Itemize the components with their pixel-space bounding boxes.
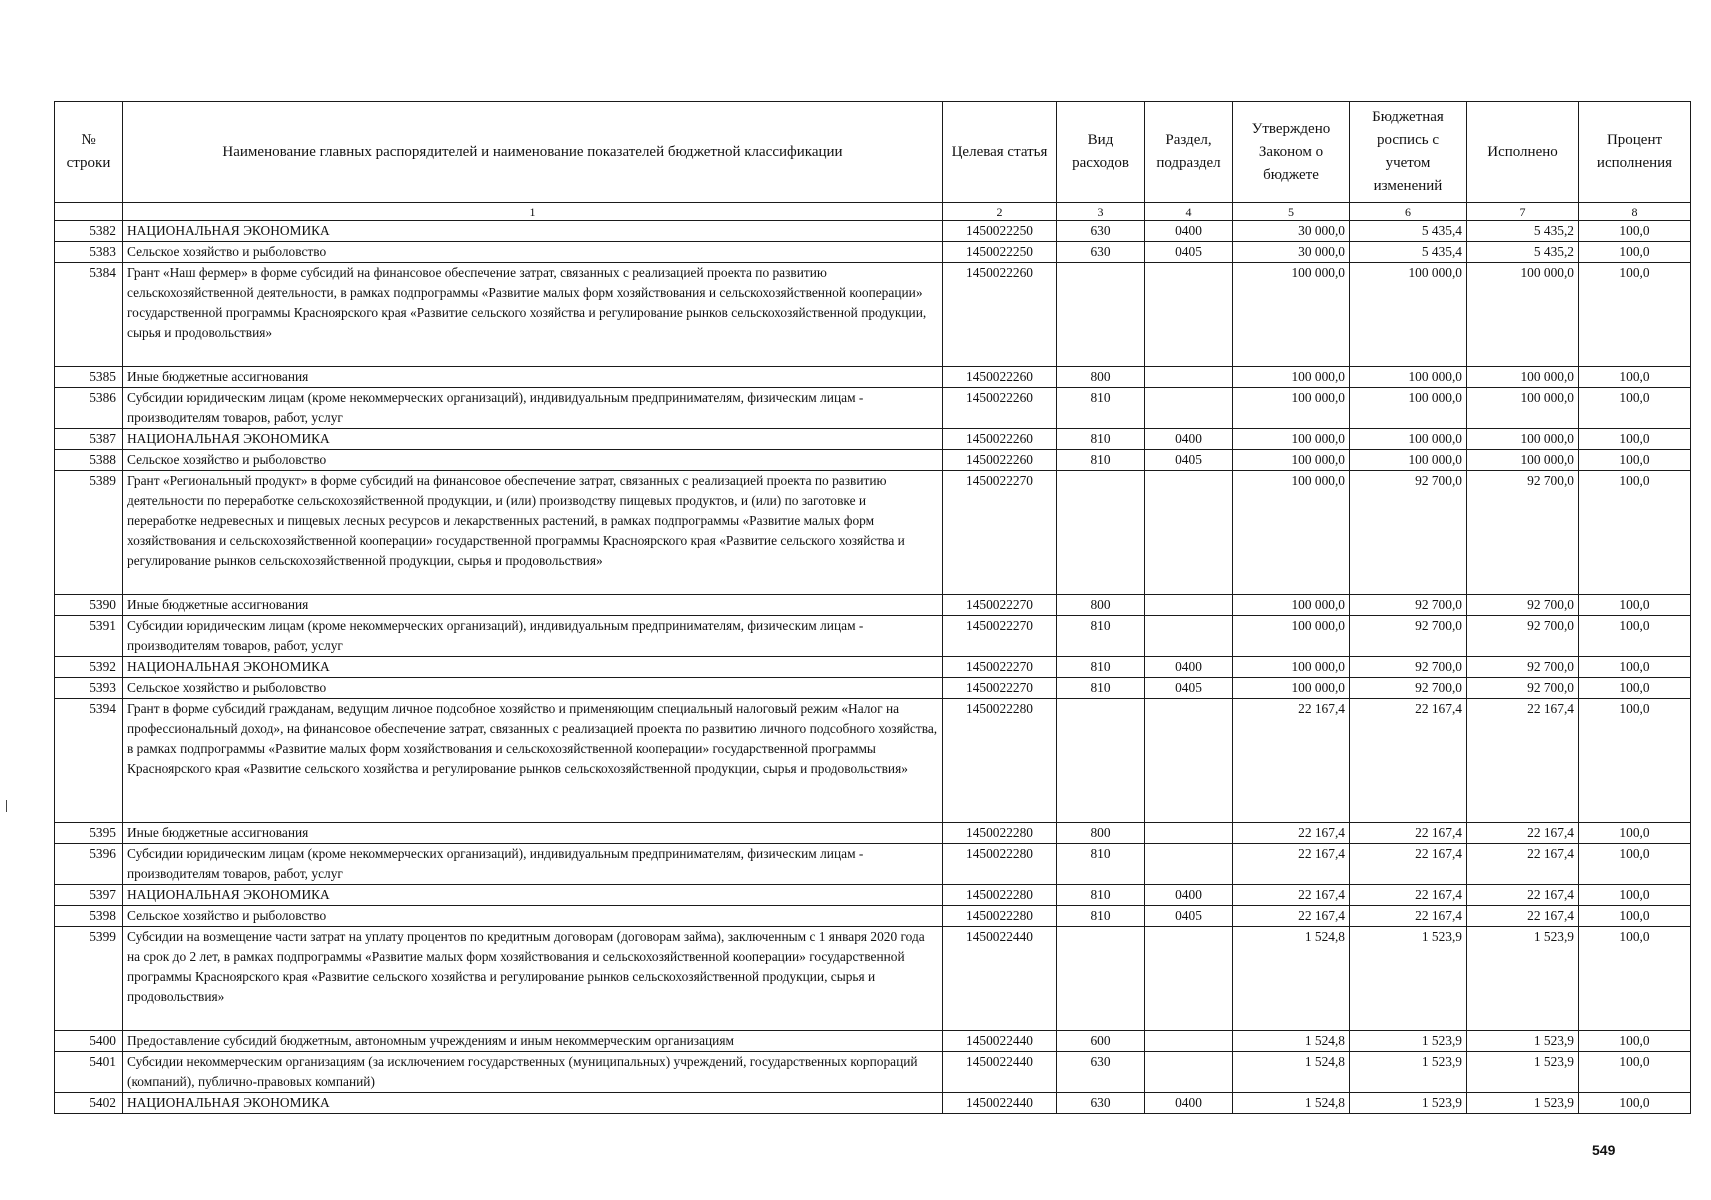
- section-cell: [1145, 367, 1233, 388]
- col-header-approved: Утверждено Законом о бюджете: [1233, 102, 1350, 203]
- percent-cell: 100,0: [1579, 678, 1691, 699]
- approved-amount-cell: 100 000,0: [1233, 388, 1350, 429]
- target-article-cell: 1450022260: [943, 450, 1057, 471]
- row-name-cell: Грант «Региональный продукт» в форме субсидий на финансовое обеспечение затрат, связанных с реализацией проекта по развитию деятельности по переработке сельскохозяйственной продукции, и (или) производству пищевых продуктов, и (или) по заготовке и переработке недревесных и пищевых лесных ресурсов и лекарственных растений, в рамках подпрограммы «Развитие малых форм хозяйствования и сельскохозяйственной кооперации» государственной программы Красноярского края «Развитие сельского хозяйства и регулирование рынков сельскохозяйственной продукции, сырья и продовольствия»: [123, 471, 943, 595]
- target-article-cell: 1450022440: [943, 1093, 1057, 1114]
- row-name-cell: Грант в форме субсидий гражданам, ведущим личное подсобное хозяйство и применяющим специальный налоговый режим «Налог на профессиональный доход», на финансовое обеспечение затрат, связанных с реализацией проекта по развитию личного подсобного хозяйства, в рамках подпрограммы «Развитие малых форм хозяйствования и сельскохозяйственной кооперации» государственной программы Красноярского края «Развитие сельского хозяйства и регулирование рынков сельскохозяйственной продукции, сырья и продовольствия»: [123, 699, 943, 823]
- row-name-cell: Сельское хозяйство и рыболовство: [123, 906, 943, 927]
- target-article-cell: 1450022280: [943, 844, 1057, 885]
- expense-type-cell: 810: [1057, 450, 1145, 471]
- expense-type-cell: 630: [1057, 242, 1145, 263]
- percent-cell: 100,0: [1579, 595, 1691, 616]
- percent-cell: 100,0: [1579, 242, 1691, 263]
- executed-amount-cell: 100 000,0: [1467, 450, 1579, 471]
- section-cell: [1145, 927, 1233, 1031]
- approved-amount-cell: 22 167,4: [1233, 885, 1350, 906]
- executed-amount-cell: 5 435,2: [1467, 242, 1579, 263]
- target-article-cell: 1450022270: [943, 616, 1057, 657]
- row-name-cell: НАЦИОНАЛЬНАЯ ЭКОНОМИКА: [123, 429, 943, 450]
- percent-cell: 100,0: [1579, 1052, 1691, 1093]
- executed-amount-cell: 22 167,4: [1467, 823, 1579, 844]
- target-article-cell: 1450022260: [943, 263, 1057, 367]
- budget-plan-cell: 100 000,0: [1350, 450, 1467, 471]
- target-article-cell: 1450022280: [943, 885, 1057, 906]
- section-cell: [1145, 616, 1233, 657]
- approved-amount-cell: 100 000,0: [1233, 367, 1350, 388]
- target-article-cell: 1450022260: [943, 388, 1057, 429]
- target-article-cell: 1450022440: [943, 927, 1057, 1031]
- table-row: [55, 242, 1691, 263]
- col-header-name: Наименование главных распорядителей и наименование показателей бюджетной классификации: [123, 102, 943, 203]
- expense-type-cell: 630: [1057, 1052, 1145, 1093]
- expense-type-cell: 810: [1057, 616, 1145, 657]
- executed-amount-cell: 100 000,0: [1467, 263, 1579, 367]
- budget-plan-cell: 1 523,9: [1350, 927, 1467, 1031]
- table-row: [55, 388, 1691, 429]
- row-name-cell: Иные бюджетные ассигнования: [123, 595, 943, 616]
- executed-amount-cell: 100 000,0: [1467, 367, 1579, 388]
- approved-amount-cell: 1 524,8: [1233, 1031, 1350, 1052]
- table-row: [55, 450, 1691, 471]
- row-name-cell: Грант «Наш фермер» в форме субсидий на финансовое обеспечение затрат, связанных с реализацией проекта по развитию сельскохозяйственной деятельности, в рамках подпрограммы «Развитие малых форм хозяйствования и сельскохозяйственной кооперации» государственной программы Красноярского края «Развитие сельского хозяйства и регулирование рынков сельскохозяйственной продукции, сырья и продовольствия»: [123, 263, 943, 367]
- row-name-cell: Субсидии некоммерческим организациям (за исключением государственных (муниципальных) учреждений, государственных корпораций (компаний), публично-правовых компаний): [123, 1052, 943, 1093]
- budget-plan-cell: 92 700,0: [1350, 678, 1467, 699]
- expense-type-cell: 810: [1057, 678, 1145, 699]
- approved-amount-cell: 30 000,0: [1233, 242, 1350, 263]
- approved-amount-cell: 100 000,0: [1233, 678, 1350, 699]
- executed-amount-cell: 22 167,4: [1467, 844, 1579, 885]
- section-cell: 0405: [1145, 242, 1233, 263]
- row-number-cell: 5400: [55, 1031, 123, 1052]
- row-number-cell: 5402: [55, 1093, 123, 1114]
- row-name-cell: НАЦИОНАЛЬНАЯ ЭКОНОМИКА: [123, 1093, 943, 1114]
- row-number-cell: 5382: [55, 221, 123, 242]
- budget-plan-cell: 22 167,4: [1350, 885, 1467, 906]
- section-cell: [1145, 699, 1233, 823]
- executed-amount-cell: 22 167,4: [1467, 906, 1579, 927]
- expense-type-cell: 810: [1057, 388, 1145, 429]
- approved-amount-cell: 100 000,0: [1233, 616, 1350, 657]
- section-cell: [1145, 471, 1233, 595]
- executed-amount-cell: 92 700,0: [1467, 471, 1579, 595]
- section-cell: [1145, 388, 1233, 429]
- percent-cell: 100,0: [1579, 616, 1691, 657]
- percent-cell: 100,0: [1579, 263, 1691, 367]
- row-number-cell: 5383: [55, 242, 123, 263]
- row-number-cell: 5393: [55, 678, 123, 699]
- row-name-cell: Субсидии юридическим лицам (кроме некоммерческих организаций), индивидуальным предпринимателям, физическим лицам - производителям товаров, работ, услуг: [123, 388, 943, 429]
- row-number-cell: 5391: [55, 616, 123, 657]
- executed-amount-cell: 92 700,0: [1467, 678, 1579, 699]
- budget-plan-cell: 100 000,0: [1350, 367, 1467, 388]
- executed-amount-cell: 22 167,4: [1467, 699, 1579, 823]
- percent-cell: 100,0: [1579, 699, 1691, 823]
- table-row: [55, 1093, 1691, 1114]
- section-cell: 0405: [1145, 906, 1233, 927]
- row-name-cell: НАЦИОНАЛЬНАЯ ЭКОНОМИКА: [123, 221, 943, 242]
- target-article-cell: 1450022270: [943, 657, 1057, 678]
- section-cell: [1145, 823, 1233, 844]
- expense-type-cell: 810: [1057, 429, 1145, 450]
- table-body: [55, 221, 1691, 1114]
- section-cell: 0400: [1145, 1093, 1233, 1114]
- budget-plan-cell: 22 167,4: [1350, 844, 1467, 885]
- percent-cell: 100,0: [1579, 388, 1691, 429]
- section-cell: 0400: [1145, 429, 1233, 450]
- approved-amount-cell: 22 167,4: [1233, 906, 1350, 927]
- percent-cell: 100,0: [1579, 1031, 1691, 1052]
- approved-amount-cell: 100 000,0: [1233, 263, 1350, 367]
- row-name-cell: Сельское хозяйство и рыболовство: [123, 450, 943, 471]
- budget-plan-cell: 100 000,0: [1350, 388, 1467, 429]
- budget-plan-cell: 1 523,9: [1350, 1052, 1467, 1093]
- row-number-cell: 5396: [55, 844, 123, 885]
- col-number: 4: [1145, 203, 1233, 221]
- percent-cell: 100,0: [1579, 844, 1691, 885]
- percent-cell: 100,0: [1579, 823, 1691, 844]
- table-row: [55, 616, 1691, 657]
- row-name-cell: Субсидии на возмещение части затрат на уплату процентов по кредитным договорам (договорам займа), заключенным с 1 января 2020 года на срок до 2 лет, в рамках подпрограммы «Развитие малых форм хозяйствования и сельскохозяйственной кооперации» государственной программы Красноярского края «Развитие сельского хозяйства и регулирование рынков сельскохозяйственной продукции, сырья и продовольствия»: [123, 927, 943, 1031]
- approved-amount-cell: 22 167,4: [1233, 844, 1350, 885]
- table-row: [55, 927, 1691, 1031]
- expense-type-cell: [1057, 263, 1145, 367]
- expense-type-cell: [1057, 471, 1145, 595]
- expense-type-cell: 800: [1057, 367, 1145, 388]
- table-row: [55, 1052, 1691, 1093]
- row-name-cell: НАЦИОНАЛЬНАЯ ЭКОНОМИКА: [123, 885, 943, 906]
- column-number-row: [55, 203, 1691, 221]
- table-row: [55, 885, 1691, 906]
- target-article-cell: 1450022270: [943, 471, 1057, 595]
- col-header-executed: Исполнено: [1467, 102, 1579, 203]
- percent-cell: 100,0: [1579, 885, 1691, 906]
- executed-amount-cell: 1 523,9: [1467, 1093, 1579, 1114]
- table-row: [55, 429, 1691, 450]
- col-number: 7: [1467, 203, 1579, 221]
- table-row: [55, 595, 1691, 616]
- table-row: [55, 657, 1691, 678]
- col-header-percent: Процент исполнения: [1579, 102, 1691, 203]
- row-name-cell: НАЦИОНАЛЬНАЯ ЭКОНОМИКА: [123, 657, 943, 678]
- col-number: 2: [943, 203, 1057, 221]
- target-article-cell: 1450022250: [943, 221, 1057, 242]
- table-row: [55, 823, 1691, 844]
- approved-amount-cell: 1 524,8: [1233, 927, 1350, 1031]
- col-number: 3: [1057, 203, 1145, 221]
- section-cell: [1145, 844, 1233, 885]
- percent-cell: 100,0: [1579, 906, 1691, 927]
- table-row: [55, 367, 1691, 388]
- budget-plan-cell: 22 167,4: [1350, 823, 1467, 844]
- percent-cell: 100,0: [1579, 367, 1691, 388]
- expense-type-cell: 800: [1057, 823, 1145, 844]
- executed-amount-cell: 22 167,4: [1467, 885, 1579, 906]
- row-number-cell: 5398: [55, 906, 123, 927]
- row-number-cell: 5399: [55, 927, 123, 1031]
- budget-plan-cell: 22 167,4: [1350, 699, 1467, 823]
- percent-cell: 100,0: [1579, 221, 1691, 242]
- row-number-cell: 5390: [55, 595, 123, 616]
- executed-amount-cell: 92 700,0: [1467, 657, 1579, 678]
- percent-cell: 100,0: [1579, 927, 1691, 1031]
- percent-cell: 100,0: [1579, 657, 1691, 678]
- executed-amount-cell: 1 523,9: [1467, 1052, 1579, 1093]
- expense-type-cell: 810: [1057, 906, 1145, 927]
- section-cell: 0405: [1145, 678, 1233, 699]
- col-header-section: Раздел, подраздел: [1145, 102, 1233, 203]
- table-row: [55, 263, 1691, 367]
- target-article-cell: 1450022270: [943, 678, 1057, 699]
- row-name-cell: Иные бюджетные ассигнования: [123, 367, 943, 388]
- margin-mark: [6, 800, 7, 812]
- expense-type-cell: 810: [1057, 657, 1145, 678]
- page-number: 549: [1592, 1142, 1616, 1158]
- section-cell: [1145, 1031, 1233, 1052]
- section-cell: 0400: [1145, 221, 1233, 242]
- executed-amount-cell: 5 435,2: [1467, 221, 1579, 242]
- percent-cell: 100,0: [1579, 450, 1691, 471]
- expense-type-cell: [1057, 699, 1145, 823]
- expense-type-cell: 800: [1057, 595, 1145, 616]
- budget-plan-cell: 92 700,0: [1350, 616, 1467, 657]
- approved-amount-cell: 22 167,4: [1233, 823, 1350, 844]
- approved-amount-cell: 30 000,0: [1233, 221, 1350, 242]
- section-cell: [1145, 595, 1233, 616]
- row-number-cell: 5386: [55, 388, 123, 429]
- target-article-cell: 1450022260: [943, 429, 1057, 450]
- col-header-row-number: № строки: [55, 102, 123, 203]
- target-article-cell: 1450022280: [943, 699, 1057, 823]
- row-number-cell: 5392: [55, 657, 123, 678]
- approved-amount-cell: 100 000,0: [1233, 429, 1350, 450]
- table-row: [55, 699, 1691, 823]
- header-row: [55, 102, 1691, 203]
- approved-amount-cell: 1 524,8: [1233, 1093, 1350, 1114]
- executed-amount-cell: 92 700,0: [1467, 616, 1579, 657]
- col-header-target-article: Целевая статья: [943, 102, 1057, 203]
- col-number: 5: [1233, 203, 1350, 221]
- percent-cell: 100,0: [1579, 1093, 1691, 1114]
- executed-amount-cell: 1 523,9: [1467, 1031, 1579, 1052]
- percent-cell: 100,0: [1579, 471, 1691, 595]
- percent-cell: 100,0: [1579, 429, 1691, 450]
- row-number-cell: 5385: [55, 367, 123, 388]
- section-cell: [1145, 263, 1233, 367]
- col-number: 8: [1579, 203, 1691, 221]
- table-row: [55, 221, 1691, 242]
- executed-amount-cell: 100 000,0: [1467, 429, 1579, 450]
- executed-amount-cell: 1 523,9: [1467, 927, 1579, 1031]
- executed-amount-cell: 92 700,0: [1467, 595, 1579, 616]
- row-number-cell: 5384: [55, 263, 123, 367]
- row-number-cell: 5388: [55, 450, 123, 471]
- table-row: [55, 906, 1691, 927]
- target-article-cell: 1450022440: [943, 1052, 1057, 1093]
- target-article-cell: 1450022280: [943, 823, 1057, 844]
- target-article-cell: 1450022250: [943, 242, 1057, 263]
- target-article-cell: 1450022440: [943, 1031, 1057, 1052]
- executed-amount-cell: 100 000,0: [1467, 388, 1579, 429]
- section-cell: 0400: [1145, 885, 1233, 906]
- budget-plan-cell: 100 000,0: [1350, 263, 1467, 367]
- budget-plan-cell: 22 167,4: [1350, 906, 1467, 927]
- col-header-expense-type: Вид расходов: [1057, 102, 1145, 203]
- row-name-cell: Субсидии юридическим лицам (кроме некоммерческих организаций), индивидуальным предпринимателям, физическим лицам - производителям товаров, работ, услуг: [123, 844, 943, 885]
- col-number: 6: [1350, 203, 1467, 221]
- approved-amount-cell: 100 000,0: [1233, 595, 1350, 616]
- row-name-cell: Сельское хозяйство и рыболовство: [123, 678, 943, 699]
- expense-type-cell: 600: [1057, 1031, 1145, 1052]
- row-name-cell: Предоставление субсидий бюджетным, автономным учреждениям и иным некоммерческим организациям: [123, 1031, 943, 1052]
- approved-amount-cell: 1 524,8: [1233, 1052, 1350, 1093]
- col-number: 1: [123, 203, 943, 221]
- budget-table: [54, 101, 1691, 1114]
- expense-type-cell: 810: [1057, 844, 1145, 885]
- expense-type-cell: [1057, 927, 1145, 1031]
- budget-table-sheet: [54, 101, 1690, 1114]
- table-row: [55, 678, 1691, 699]
- budget-plan-cell: 92 700,0: [1350, 657, 1467, 678]
- section-cell: 0405: [1145, 450, 1233, 471]
- budget-plan-cell: 5 435,4: [1350, 221, 1467, 242]
- table-row: [55, 844, 1691, 885]
- target-article-cell: 1450022260: [943, 367, 1057, 388]
- budget-plan-cell: 1 523,9: [1350, 1093, 1467, 1114]
- target-article-cell: 1450022270: [943, 595, 1057, 616]
- row-number-cell: 5395: [55, 823, 123, 844]
- budget-plan-cell: 1 523,9: [1350, 1031, 1467, 1052]
- approved-amount-cell: 100 000,0: [1233, 471, 1350, 595]
- budget-plan-cell: 92 700,0: [1350, 595, 1467, 616]
- table-row: [55, 1031, 1691, 1052]
- approved-amount-cell: 100 000,0: [1233, 450, 1350, 471]
- row-name-cell: Субсидии юридическим лицам (кроме некоммерческих организаций), индивидуальным предпринимателям, физическим лицам - производителям товаров, работ, услуг: [123, 616, 943, 657]
- approved-amount-cell: 22 167,4: [1233, 699, 1350, 823]
- row-name-cell: Сельское хозяйство и рыболовство: [123, 242, 943, 263]
- approved-amount-cell: 100 000,0: [1233, 657, 1350, 678]
- table-row: [55, 471, 1691, 595]
- row-number-cell: 5394: [55, 699, 123, 823]
- expense-type-cell: 810: [1057, 885, 1145, 906]
- row-name-cell: Иные бюджетные ассигнования: [123, 823, 943, 844]
- budget-plan-cell: 92 700,0: [1350, 471, 1467, 595]
- target-article-cell: 1450022280: [943, 906, 1057, 927]
- col-number: [55, 203, 123, 221]
- expense-type-cell: 630: [1057, 1093, 1145, 1114]
- row-number-cell: 5397: [55, 885, 123, 906]
- section-cell: 0400: [1145, 657, 1233, 678]
- col-header-budget-plan: Бюджетная роспись с учетом изменений: [1350, 102, 1467, 203]
- row-number-cell: 5389: [55, 471, 123, 595]
- budget-plan-cell: 100 000,0: [1350, 429, 1467, 450]
- row-number-cell: 5401: [55, 1052, 123, 1093]
- section-cell: [1145, 1052, 1233, 1093]
- expense-type-cell: 630: [1057, 221, 1145, 242]
- row-number-cell: 5387: [55, 429, 123, 450]
- budget-plan-cell: 5 435,4: [1350, 242, 1467, 263]
